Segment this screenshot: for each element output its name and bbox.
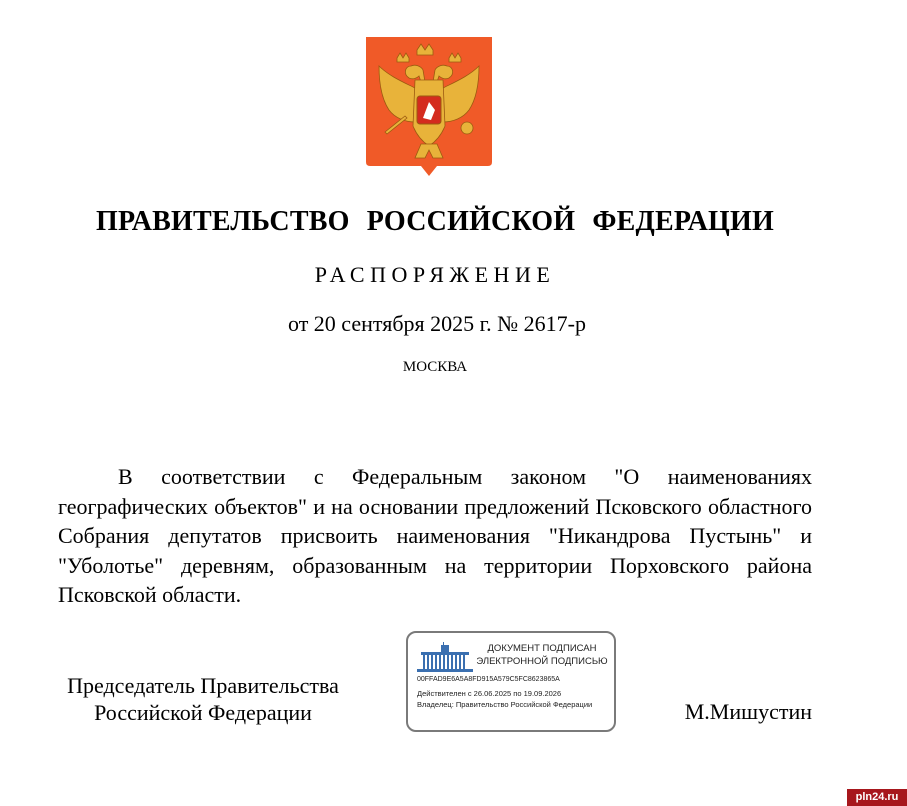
electronic-signature-stamp (406, 631, 616, 732)
watermark-badge[interactable]: pln24.ru (847, 789, 907, 806)
stamp-validity: Действителен с 26.06.2025 по 19.09.2026 (417, 689, 562, 698)
signatory-role-line2: Российской Федерации (94, 700, 312, 725)
signatory-role (50, 672, 356, 726)
government-building-icon (417, 642, 473, 672)
order-paragraph: В соответствии с Федеральным законом "О наименованиях географических объектов" и на основании предложений Псковского областного Собрания депутатов присвоить наименования "Никандрова Пустынь" и "Уболотье" деревням, образованным на территории Порховского района Псковской области. (58, 464, 812, 607)
document-type: РАСПОРЯЖЕНИЕ (314, 262, 556, 287)
stamp-title-line2: ЭЛЕКТРОННОЙ ПОДПИСЬЮ (476, 656, 608, 667)
coat-of-arms-emblem (365, 36, 493, 176)
document-city: МОСКВА (402, 359, 468, 375)
stamp-title-line1: ДОКУМЕНТ ПОДПИСАН (487, 643, 597, 654)
stamp-owner: Владелец: Правительство Российской Федерации (417, 700, 593, 709)
document-date-number: от 20 сентября 2025 г. № 2617-р (287, 311, 586, 336)
signatory-role-line1: Председатель Правительства (67, 673, 339, 698)
signatory-name: М.Мишустин (684, 699, 812, 724)
stamp-certificate-number: 00FFAD9E6A5A8FD915A579C5FC8623865A (417, 676, 560, 683)
organization-title: ПРАВИТЕЛЬСТВО РОССИЙСКОЙ ФЕДЕРАЦИИ (96, 206, 774, 237)
